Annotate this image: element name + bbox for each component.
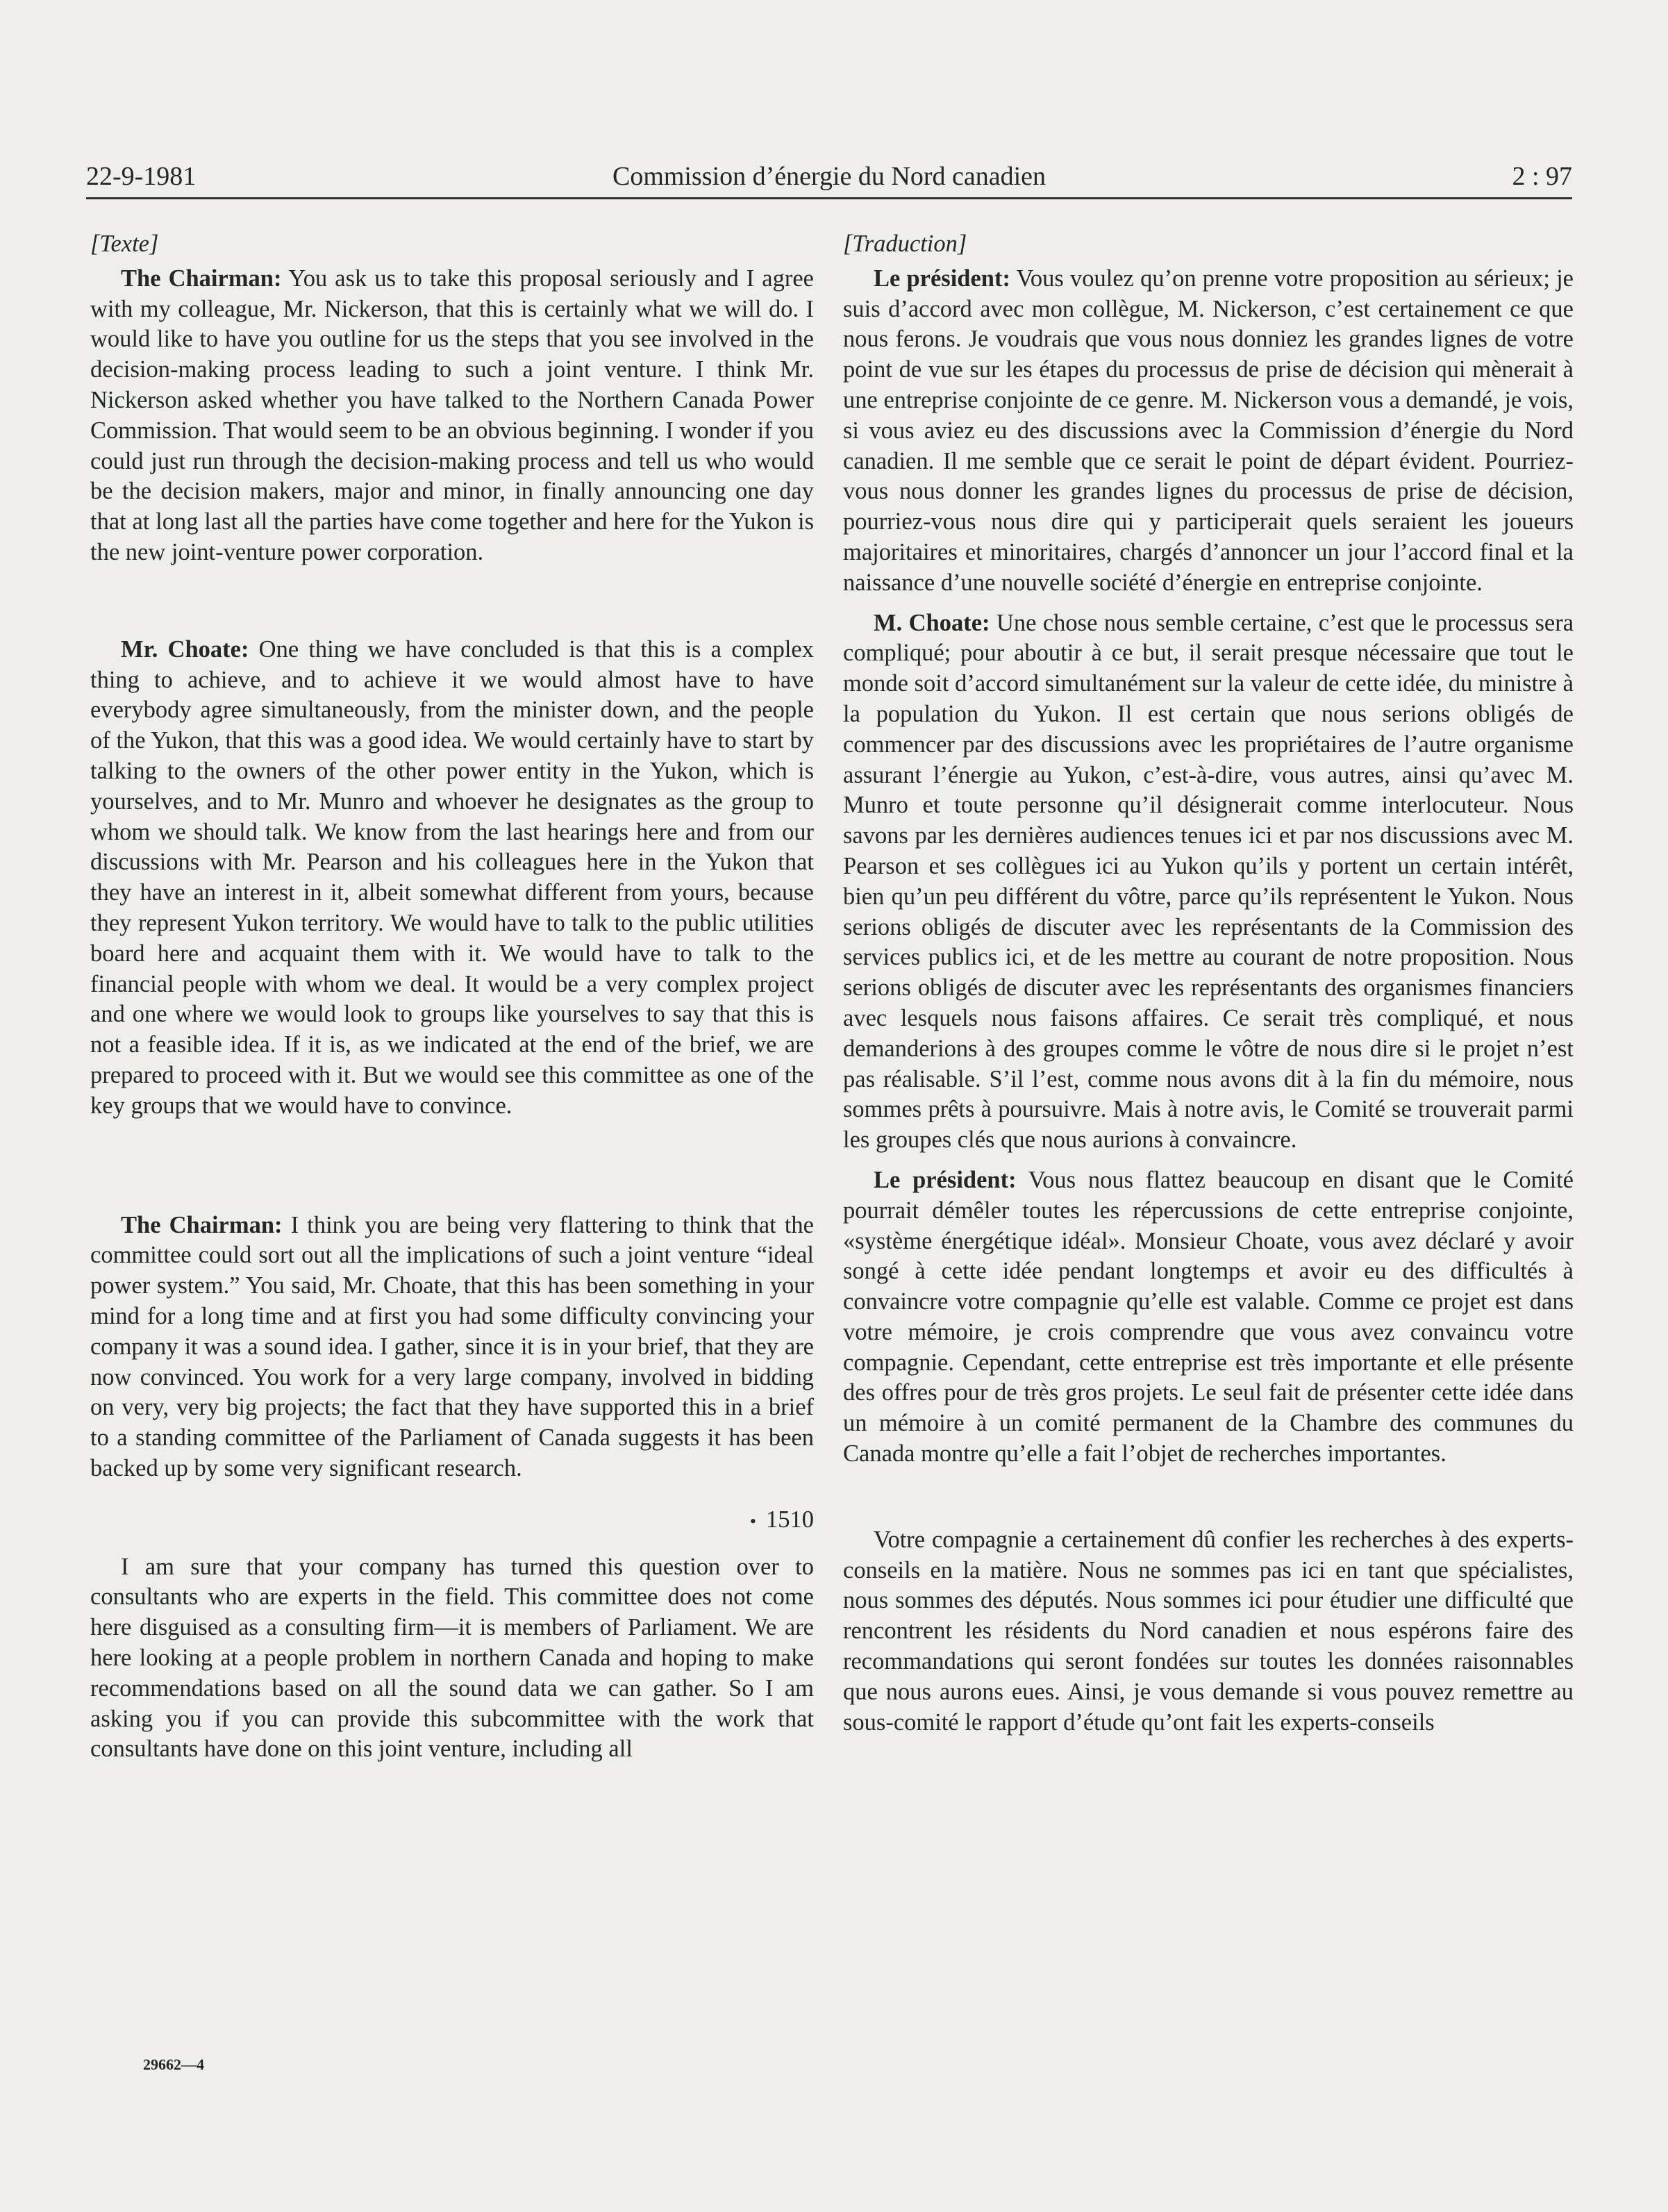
speaker-label: M. Choate: — [874, 609, 990, 636]
paragraph-text: I am sure that your company has turned this question over to consultants who are experts in the field. This committee does not come here disguised as a consulting firm—it is members of Parliament. We are here looking at a people problem in northern Canada and hoping to make recommendations based on all the sound data we can gather. So I am asking you if you can provide this subcommittee with the work that consultants have done on this joint venture, including all — [90, 1553, 814, 1763]
paragraph-text: Vous nous flattez beaucoup en disant que le Comité pourrait démêler toutes les répercussions de cette entreprise conjointe, «système énergétique idéal». Monsieur Choate, vous avez déclaré y avoir songé à cette idée pendant longtemps et avoir eu des difficultés à convaincre votre compagnie qu’elle est valable. Comme ce projet est dans votre mémoire, je crois comprendre que vous avez convaincu votre compagnie. Cependant, cette entreprise est très importante et elle présente des offres pour de très gros projets. Le seul fait de présenter cette idée dans un mémoire à un comité permanent de la Chambre des communes du Canada montre qu’elle a fait l’objet de recherches importantes. — [843, 1166, 1574, 1467]
paragraph-text: I think you are being very flattering to think that the committee could sort out all the implications of such a joint venture “ideal power system.” You said, Mr. Choate, that this has been something in your mind for a long time and at first you had some difficulty convincing your company it was a sound idea. I gather, since it is in your brief, that they are now convinced. You work for a very large company, involved in bidding on very, very big projects; the fact that they have supported this in a brief to a standing committee of the Parliament of Canada suggests it has been backed up by some very significant research. — [90, 1211, 814, 1481]
paragraph-text: Votre compagnie a certainement dû confier les recherches à des experts-conseils en la matière. Nous ne sommes pas ici en tant que spécialistes, nous sommes des députés. Nous sommes ici pour étudier une difficulté que rencontrent les résidents du Nord canadien et nous espérons faire des recommandations qui seront fondées sur toutes les données raisonnables que nous aurons eues. Ainsi, je vous demande si vous pouvez remettre au sous-comité le rapport d’étude qu’ont fait les experts-conseils — [843, 1526, 1574, 1736]
page-header — [86, 154, 1572, 199]
speaker-label: Le président: — [874, 1166, 1017, 1193]
header-page-number: 2 : 97 — [1512, 162, 1572, 191]
paragraph-text: Une chose nous semble certaine, c’est que le processus sera compliqué; pour aboutir à ce but, il serait presque nécessaire que tout le monde soit d’accord simultanément sur la valeur de cette idée, du ministre à la population du Yukon. Il est certain que nous serions obligés de commencer par des discussions avec les propriétaires de l’autre organisme assurant l’énergie au Yukon, c’est-à-dire, vous autres, ainsi qu’avec M. Munro et toute personne qu’il désignerait comme interlocuteur. Nous savons par les dernières audiences tenues ici et par nos discussions avec M. Pearson et ses collègues ici au Yukon qu’ils y portent un certain intérêt, bien qu’un peu différent du vôtre, parce qu’ils représentent le Yukon. Nous serions obligés de discuter avec les représentants de la Commission des services publics ici, et de les mettre au courant de notre proposition. Nous serions obligés de discuter avec les représentants des organismes financiers avec lesquels nous faisons affaires. Ce serait très compliqué, et nous demanderions à des groupes comme le vôtre de nous dire si le projet n’est pas réalisable. S’il l’est, comme nous avons dit à la fin du mémoire, nous sommes prêts à poursuivre. Mais à notre avis, le Comité se trouverait parmi les groupes clés que nous aurions à convaincre. — [843, 609, 1574, 1154]
bullet-icon: • — [749, 1511, 756, 1531]
paragraph — [843, 1525, 1574, 1738]
paragraph — [90, 635, 814, 1122]
timestamp-text: 1510 — [766, 1506, 814, 1533]
paragraph — [843, 608, 1574, 1156]
paragraph — [90, 1211, 814, 1484]
paragraph — [90, 1552, 814, 1765]
language-tag-french: [Traduction] — [843, 231, 967, 257]
paragraph-text: Vous voulez qu’on prenne votre proposition au sérieux; je suis d’accord avec mon collègue, M. Nickerson, c’est certainement ce que nous ferons. Je voudrais que vous nous donniez les grandes lignes de votre point de vue sur les étapes du processus de prise de décision qui mènerait à une entreprise conjointe de ce genre. M. Nickerson vous a demandé, je vois, si vous aviez eu des discussions avec la Commission d’énergie du Nord canadien. Il me semble que ce serait le point de départ évident. Pourriez-vous nous donner les grandes lignes du processus de prise de décision, pourriez-vous nous dire qui y participerait quels seraient les joueurs majoritaires et minoritaires, chargés d’annoncer un jour l’accord final et la naissance d’une nouvelle société d’énergie en entreprise conjointe. — [843, 265, 1574, 596]
footer-code: 29662—4 — [143, 2056, 204, 2073]
speaker-label: Le président: — [874, 265, 1010, 292]
speaker-label: The Chairman: — [121, 1211, 283, 1238]
speaker-label: Mr. Choate: — [121, 635, 249, 663]
paragraph-text: You ask us to take this proposal seriously and I agree with my colleague, Mr. Nickerson, that this is certainly what we will do. I would like to have you outline for us the steps that you see involved in the decision-making process leading to such a joint venture. I think Mr. Nickerson asked whether you have talked to the Northern Canada Power Commission. That would seem to be an obvious beginning. I wonder if you could just run through the decision-making process and tell us who would be the decision makers, major and minor, in finally announcing one day that at long last all the parties have come together and here for the Yukon is the new joint-venture power corporation. — [90, 265, 814, 565]
speaker-label: The Chairman: — [121, 265, 282, 292]
header-title: Commission d’énergie du Nord canadien — [612, 162, 1046, 191]
english-column — [90, 229, 814, 1765]
paragraph — [90, 264, 814, 568]
paragraph — [843, 264, 1574, 599]
header-date: 22-9-1981 — [86, 162, 197, 191]
paragraph-text: One thing we have concluded is that this is a complex thing to achieve, and to achieve it we would almost have to have everybody agree simultaneously, from the minister down, and the people of the Yukon, that this was a good idea. We would certainly have to start by talking to the owners of the other power entity in the Yukon, which is yourselves, and to Mr. Munro and whoever he designates as the group to whom we should talk. We know from the last hearings here and from our discussions with Mr. Pearson and his colleagues here in the Yukon that they have an interest in it, albeit somewhat different from yours, because they represent Yukon territory. We would have to talk to the public utilities board here and acquaint them with it. We would have to talk to the financial people with whom we deal. It would be a very complex project and one where we would look to groups like yourselves to say that this is not a feasible idea. If it is, as we indicated at the end of the brief, we are prepared to proceed with it. But we would see this committee as one of the key groups that we would have to convince. — [90, 635, 814, 1119]
french-column — [843, 229, 1574, 1738]
timestamp-marker — [90, 1505, 814, 1537]
language-tag-english: [Texte] — [90, 231, 159, 257]
paragraph — [843, 1165, 1574, 1470]
